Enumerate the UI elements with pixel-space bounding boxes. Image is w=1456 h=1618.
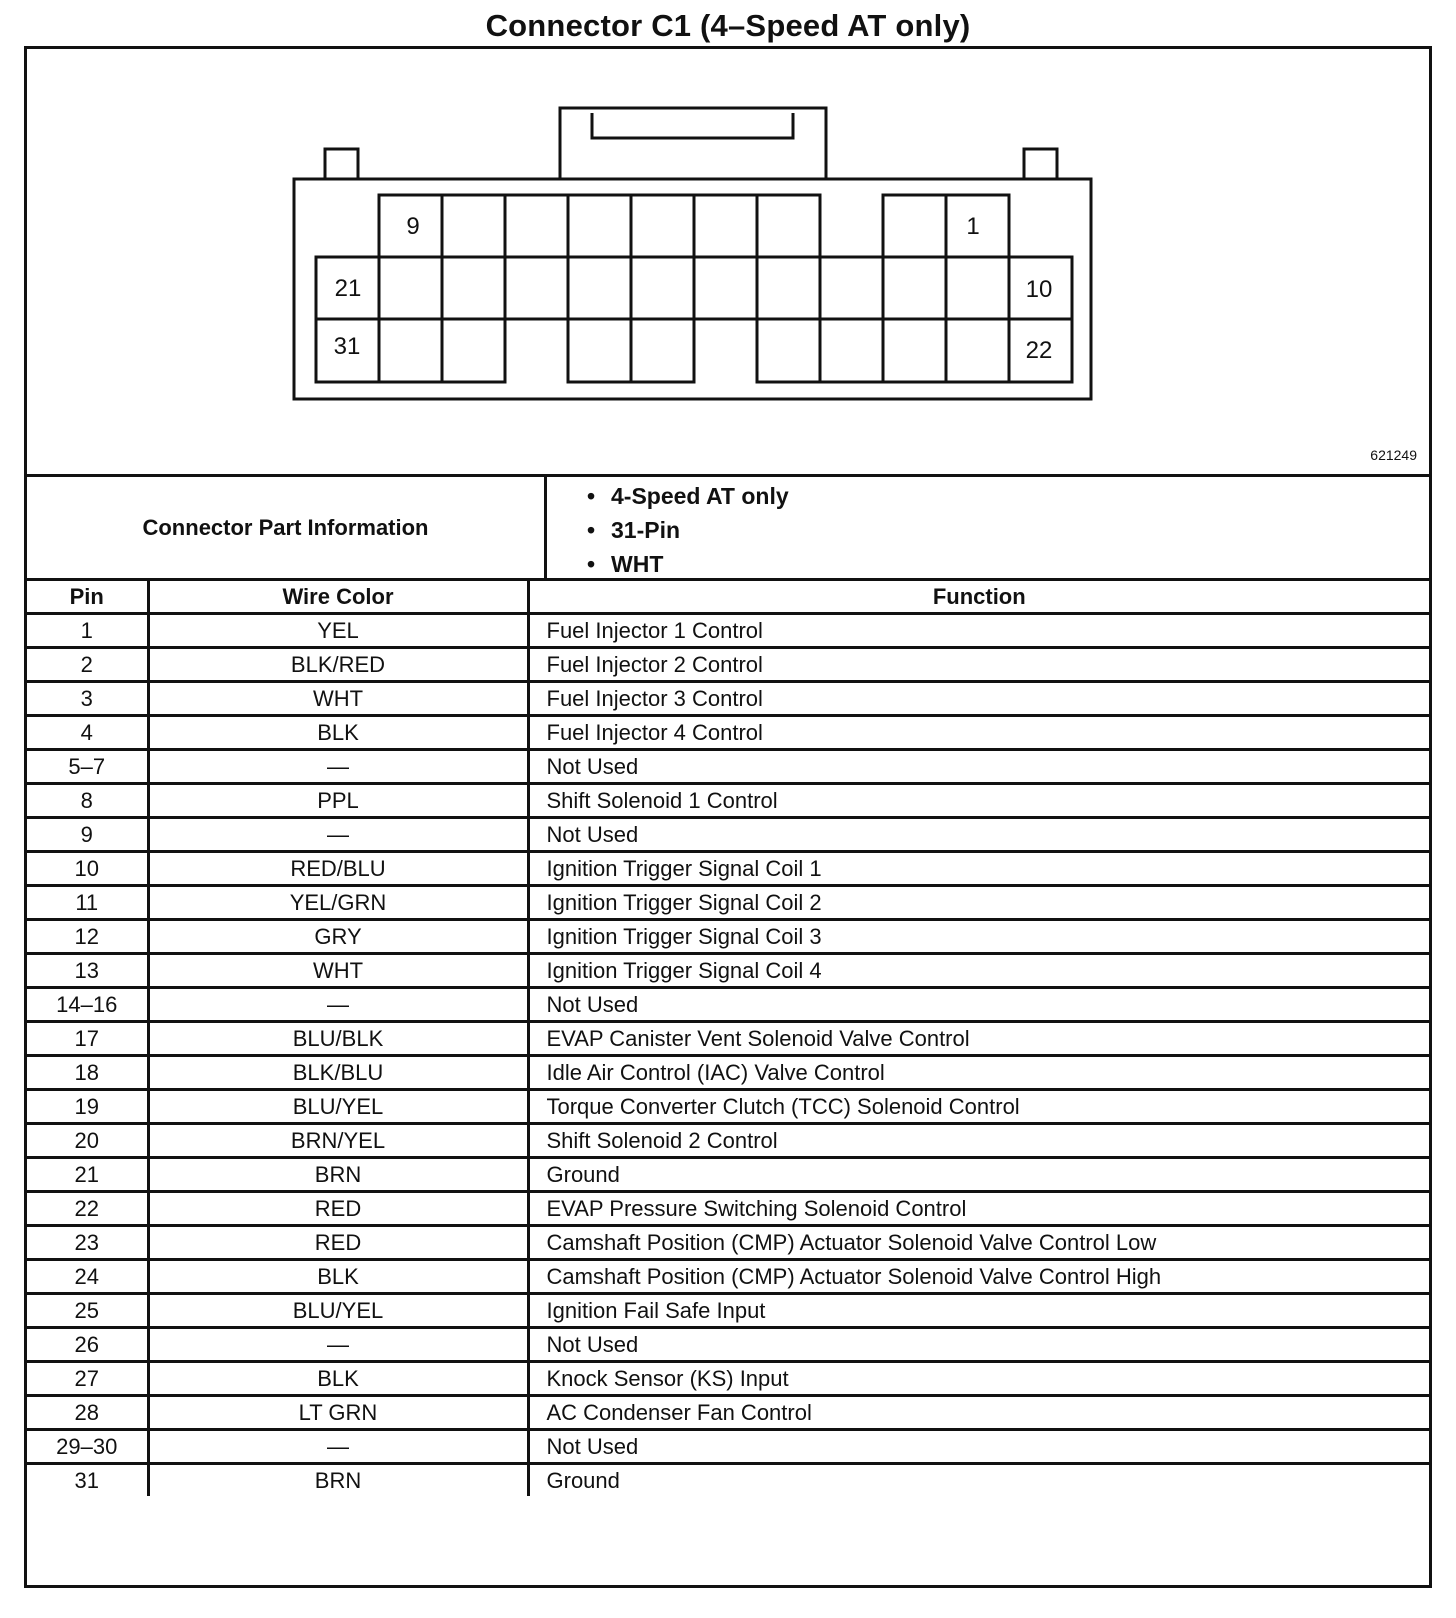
function-cell: Ground <box>528 1158 1429 1192</box>
wire-color-cell: — <box>148 818 528 852</box>
table-row <box>27 716 1429 750</box>
pin-cell: 5–7 <box>27 750 148 784</box>
table-row <box>27 818 1429 852</box>
pin-label-10: 10 <box>1025 276 1053 303</box>
wire-color-cell: GRY <box>148 920 528 954</box>
cavity-row-bottom <box>316 319 1072 382</box>
pin-function-table <box>27 581 1429 1496</box>
wire-color-cell: BRN <box>148 1158 528 1192</box>
wire-color-cell: YEL <box>148 614 528 648</box>
function-cell: Fuel Injector 2 Control <box>528 648 1429 682</box>
connector-document <box>24 46 1432 1588</box>
table-row <box>27 648 1429 682</box>
table-row <box>27 784 1429 818</box>
pin-cell: 19 <box>27 1090 148 1124</box>
wire-color-cell: — <box>148 1328 528 1362</box>
function-cell: Ground <box>528 1464 1429 1497</box>
wire-color-cell: BLK/RED <box>148 648 528 682</box>
function-cell: Ignition Trigger Signal Coil 3 <box>528 920 1429 954</box>
part-info-list <box>587 479 789 581</box>
wire-color-cell: WHT <box>148 954 528 988</box>
pin-cell: 18 <box>27 1056 148 1090</box>
pin-cell: 17 <box>27 1022 148 1056</box>
function-cell: Shift Solenoid 2 Control <box>528 1124 1429 1158</box>
pin-label-1: 1 <box>966 213 980 240</box>
function-cell: Ignition Trigger Signal Coil 4 <box>528 954 1429 988</box>
wire-color-cell: BRN/YEL <box>148 1124 528 1158</box>
table-row <box>27 920 1429 954</box>
pin-cell: 9 <box>27 818 148 852</box>
table-row <box>27 1464 1429 1497</box>
connector-post-right <box>1024 149 1057 179</box>
table-row <box>27 750 1429 784</box>
function-cell: Shift Solenoid 1 Control <box>528 784 1429 818</box>
wire-color-cell: BRN <box>148 1464 528 1497</box>
part-info-item: • 31-Pin <box>587 513 789 547</box>
function-cell: Fuel Injector 1 Control <box>528 614 1429 648</box>
wire-color-cell: YEL/GRN <box>148 886 528 920</box>
connector-part-info <box>27 477 1429 581</box>
connector-latch-slot <box>592 113 793 138</box>
connector-post-left <box>325 149 358 179</box>
function-cell: Fuel Injector 3 Control <box>528 682 1429 716</box>
table-row <box>27 954 1429 988</box>
pin-cell: 25 <box>27 1294 148 1328</box>
pin-cell: 10 <box>27 852 148 886</box>
wire-color-cell: BLK <box>148 716 528 750</box>
table-row <box>27 1124 1429 1158</box>
pin-label-9: 9 <box>406 213 420 240</box>
connector-face-diagram <box>27 49 1429 474</box>
function-cell: Ignition Fail Safe Input <box>528 1294 1429 1328</box>
table-row <box>27 1090 1429 1124</box>
table-row <box>27 682 1429 716</box>
wire-color-cell: RED <box>148 1226 528 1260</box>
table-row <box>27 1192 1429 1226</box>
function-cell: Knock Sensor (KS) Input <box>528 1362 1429 1396</box>
table-row <box>27 1294 1429 1328</box>
function-cell: Not Used <box>528 1430 1429 1464</box>
wire-color-cell: — <box>148 750 528 784</box>
cavity-row-top <box>379 195 1009 257</box>
connector-diagram-area <box>27 49 1429 477</box>
wire-color-cell: RED/BLU <box>148 852 528 886</box>
function-cell: Not Used <box>528 818 1429 852</box>
table-row <box>27 1056 1429 1090</box>
header-pin: Pin <box>27 581 148 614</box>
table-row <box>27 852 1429 886</box>
table-row <box>27 1396 1429 1430</box>
table-row <box>27 1362 1429 1396</box>
pin-cell: 24 <box>27 1260 148 1294</box>
wire-color-cell: RED <box>148 1192 528 1226</box>
pin-cell: 4 <box>27 716 148 750</box>
wire-color-cell: BLK <box>148 1260 528 1294</box>
header-wire-color: Wire Color <box>148 581 528 614</box>
wire-color-cell: — <box>148 988 528 1022</box>
pin-cell: 12 <box>27 920 148 954</box>
pin-label-22: 22 <box>1025 337 1053 364</box>
wire-color-cell: BLU/BLK <box>148 1022 528 1056</box>
table-row <box>27 1158 1429 1192</box>
pin-cell: 20 <box>27 1124 148 1158</box>
pin-cell: 11 <box>27 886 148 920</box>
pin-cell: 23 <box>27 1226 148 1260</box>
part-info-label: Connector Part Information <box>27 477 547 578</box>
part-info-item: • WHT <box>587 547 789 581</box>
connector-latch <box>560 108 826 179</box>
pin-cell: 14–16 <box>27 988 148 1022</box>
pin-cell: 2 <box>27 648 148 682</box>
wire-color-cell: BLU/YEL <box>148 1090 528 1124</box>
pin-cell: 29–30 <box>27 1430 148 1464</box>
function-cell: Camshaft Position (CMP) Actuator Solenoid Valve Control Low <box>528 1226 1429 1260</box>
function-cell: Torque Converter Clutch (TCC) Solenoid Control <box>528 1090 1429 1124</box>
table-row <box>27 1328 1429 1362</box>
function-cell: Ignition Trigger Signal Coil 1 <box>528 852 1429 886</box>
wire-color-cell: PPL <box>148 784 528 818</box>
pin-cell: 13 <box>27 954 148 988</box>
pin-cell: 31 <box>27 1464 148 1497</box>
table-row <box>27 886 1429 920</box>
function-cell: Not Used <box>528 750 1429 784</box>
table-row <box>27 1226 1429 1260</box>
function-cell: Not Used <box>528 1328 1429 1362</box>
function-cell: Camshaft Position (CMP) Actuator Solenoid Valve Control High <box>528 1260 1429 1294</box>
pin-cell: 22 <box>27 1192 148 1226</box>
function-cell: Not Used <box>528 988 1429 1022</box>
wire-color-cell: LT GRN <box>148 1396 528 1430</box>
pin-label-21: 21 <box>334 275 362 302</box>
wire-color-cell: BLU/YEL <box>148 1294 528 1328</box>
table-row <box>27 988 1429 1022</box>
function-cell: Fuel Injector 4 Control <box>528 716 1429 750</box>
wire-color-cell: BLK <box>148 1362 528 1396</box>
pin-cell: 28 <box>27 1396 148 1430</box>
pin-cell: 21 <box>27 1158 148 1192</box>
page-title: Connector C1 (4–Speed AT only) <box>485 8 971 43</box>
table-row <box>27 614 1429 648</box>
function-cell: Idle Air Control (IAC) Valve Control <box>528 1056 1429 1090</box>
wire-color-cell: WHT <box>148 682 528 716</box>
cavity-row-middle <box>316 257 1072 319</box>
table-header-row <box>27 581 1429 614</box>
pin-cell: 8 <box>27 784 148 818</box>
table-row <box>27 1022 1429 1056</box>
pin-cell: 1 <box>27 614 148 648</box>
figure-id: 621249 <box>1370 447 1417 463</box>
wire-color-cell: BLK/BLU <box>148 1056 528 1090</box>
wire-color-cell: — <box>148 1430 528 1464</box>
function-cell: Ignition Trigger Signal Coil 2 <box>528 886 1429 920</box>
pin-cell: 26 <box>27 1328 148 1362</box>
function-cell: AC Condenser Fan Control <box>528 1396 1429 1430</box>
header-function: Function <box>528 581 1429 614</box>
table-row <box>27 1260 1429 1294</box>
part-info-item: • 4-Speed AT only <box>587 479 789 513</box>
pin-label-31: 31 <box>333 333 361 360</box>
table-row <box>27 1430 1429 1464</box>
pin-cell: 3 <box>27 682 148 716</box>
function-cell: EVAP Pressure Switching Solenoid Control <box>528 1192 1429 1226</box>
function-cell: EVAP Canister Vent Solenoid Valve Control <box>528 1022 1429 1056</box>
pin-cell: 27 <box>27 1362 148 1396</box>
